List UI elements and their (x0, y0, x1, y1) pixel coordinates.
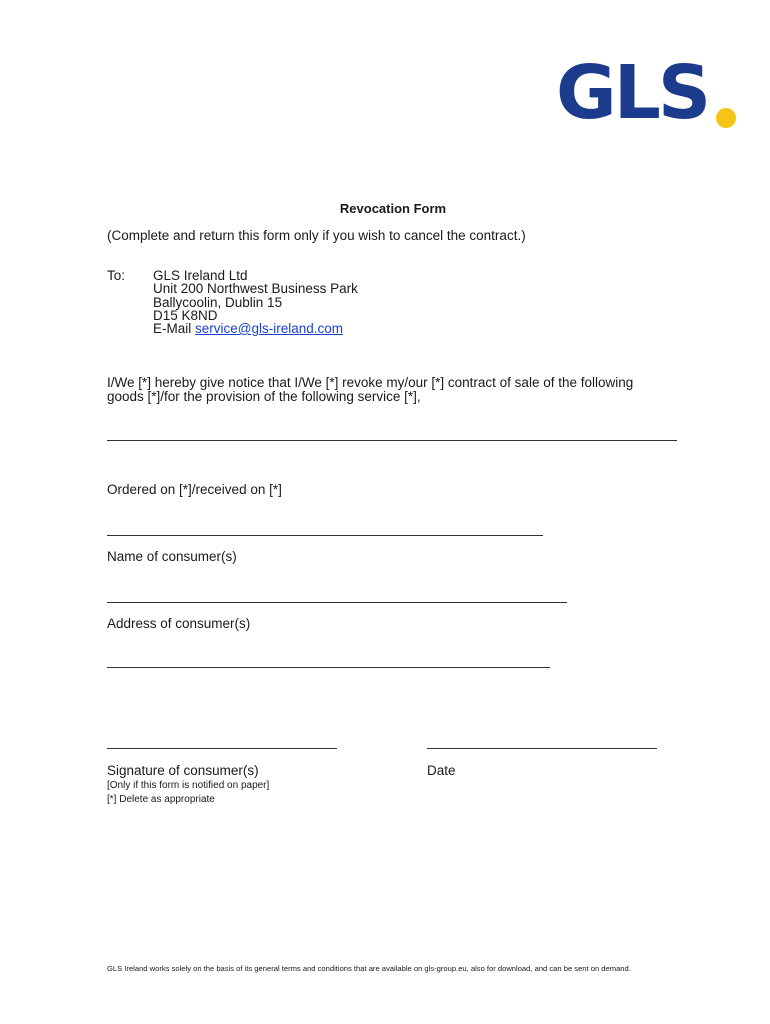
recipient-name: GLS Ireland Ltd (153, 268, 248, 283)
paper-note: [Only if this form is notified on paper] (107, 780, 270, 791)
recipient-city: Ballycoolin, Dublin 15 (153, 295, 283, 310)
recipient-postcode: D15 K8ND (153, 308, 218, 323)
signature-label: Signature of consumer(s) (107, 763, 259, 778)
signature-line[interactable] (107, 748, 337, 749)
email-prefix: E-Mail (153, 321, 196, 336)
gls-logo-dot-icon (716, 108, 736, 128)
address-line[interactable] (107, 667, 550, 668)
gls-logo-text: GLS (556, 50, 709, 136)
ordered-label: Ordered on [*]/received on [*] (107, 482, 282, 497)
notice-text-line2: goods [*]/for the provision of the following service [*], (107, 389, 421, 404)
notice-text-line1: I/We [*] hereby give notice that I/We [*] revoke my/our [*] contract of sale of the following (107, 375, 634, 390)
name-label: Name of consumer(s) (107, 549, 237, 564)
delete-note: [*] Delete as appropriate (107, 794, 215, 805)
date-line[interactable] (427, 748, 657, 749)
to-label: To: (107, 268, 126, 283)
footer-text: GLS Ireland works solely on the basis of its general terms and conditions that are available on gls-group.eu, also for download, and can be sent on demand. (107, 964, 631, 973)
form-title: Revocation Form (339, 201, 447, 216)
address-label: Address of consumer(s) (107, 616, 251, 631)
gls-logo (556, 50, 738, 136)
name-line[interactable] (107, 602, 567, 603)
recipient-street: Unit 200 Northwest Business Park (153, 281, 358, 296)
goods-services-line[interactable] (107, 440, 677, 441)
recipient-email-row (153, 322, 343, 336)
ordered-date-line[interactable] (107, 535, 543, 536)
email-link[interactable]: service@gls-ireland.com (195, 321, 344, 336)
form-subtitle: (Complete and return this form only if you wish to cancel the contract.) (107, 228, 526, 243)
date-label: Date (427, 763, 456, 778)
